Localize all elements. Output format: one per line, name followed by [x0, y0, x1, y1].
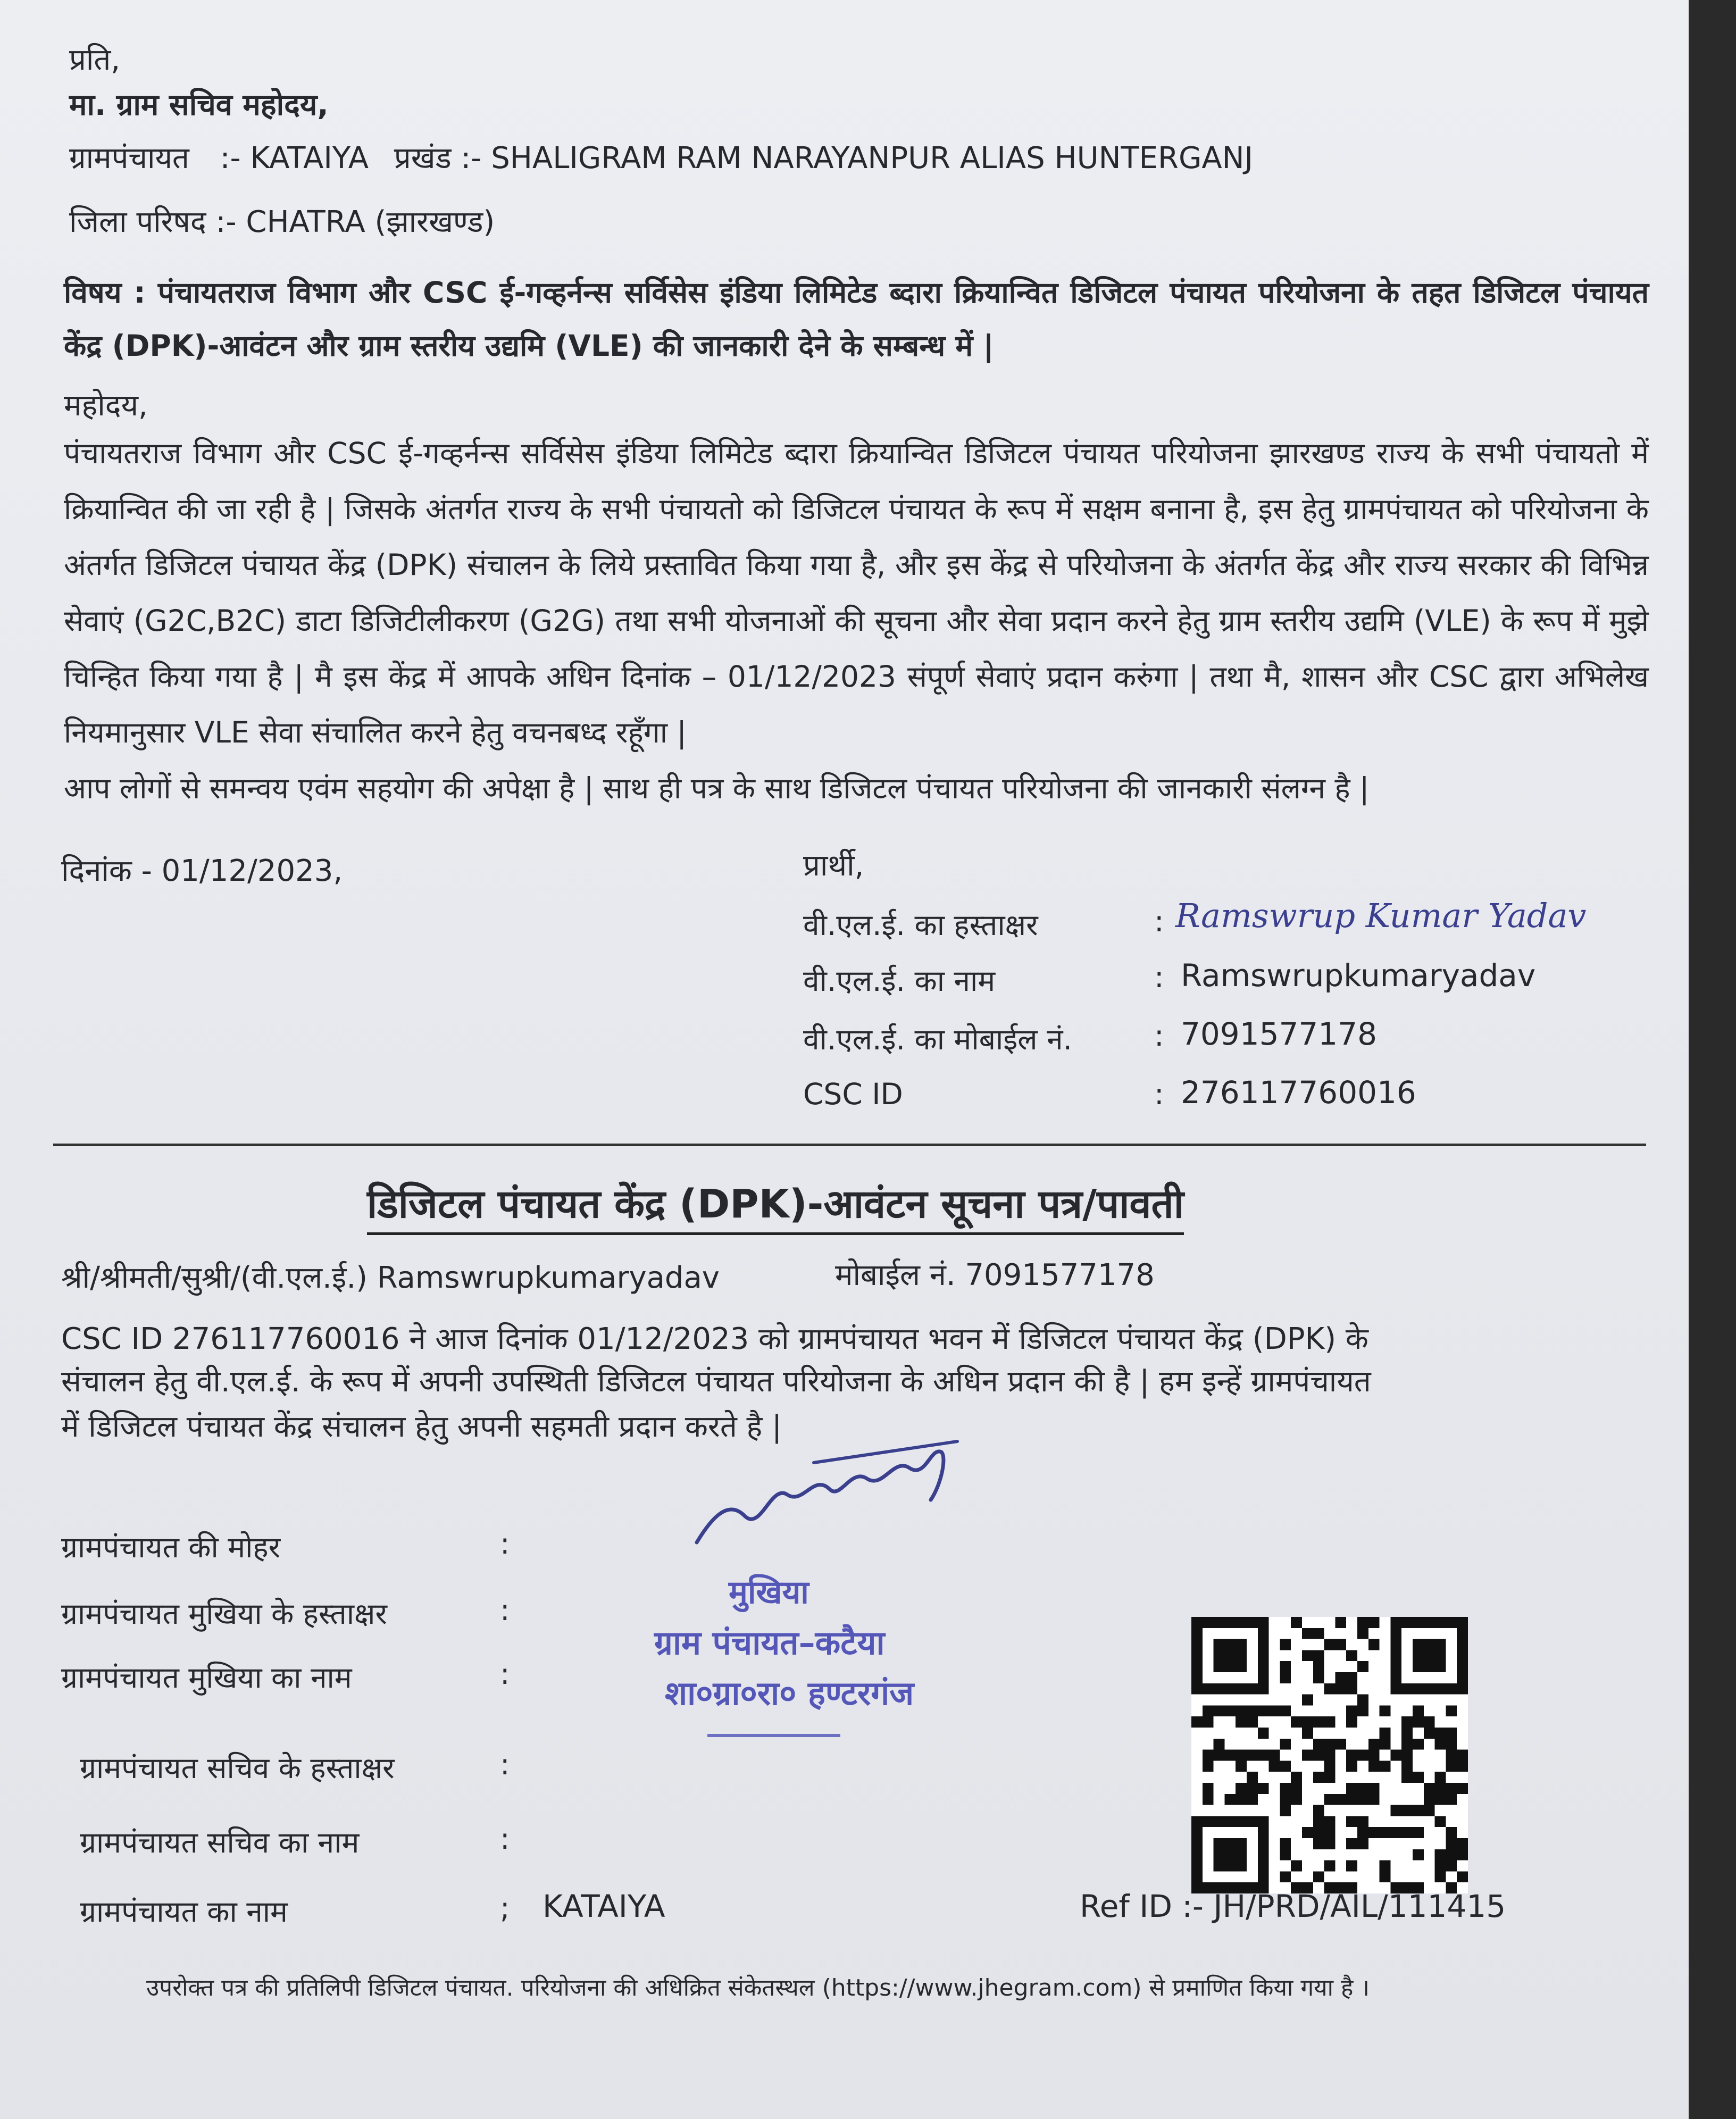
receipt-mobile-line: मोबाईल नं. 7091577178 — [835, 1258, 1155, 1292]
gp-seal-label: ग्रामपंचायत की मोहर — [61, 1530, 281, 1564]
colon: : — [500, 1657, 510, 1691]
vle-name-label: वी.एल.ई. का नाम — [803, 964, 996, 998]
colon: : — [1154, 960, 1164, 994]
csc-id-label: CSC ID — [803, 1077, 903, 1111]
vle-mobile-label: वी.एल.ई. का मोबाईल नं. — [803, 1022, 1073, 1056]
stamp-block: शा०ग्रा०रा० हण्टरगंज — [665, 1674, 914, 1713]
block-value: :- SHALIGRAM RAM NARAYANPUR ALIAS HUNTERGANJ — [461, 141, 1254, 176]
mukhiya-name-label: ग्रामपंचायत मुखिया का नाम — [61, 1661, 352, 1695]
sir-salutation: महोदय, — [64, 388, 148, 423]
gp-label: ग्रामपंचायत — [69, 141, 189, 176]
stamp-title: मुखिया — [729, 1574, 809, 1611]
receipt-text-line-2: संचालन हेतु वी.एल.ई. के रूप में अपनी उपस्थिती डिजिटल पंचायत परियोजना के अधिन प्रदान की है | हम इन्हें ग्रामपंचायत — [61, 1364, 1371, 1399]
stamp-gram-panchayat: ग्राम पंचायत–कटैया — [654, 1623, 885, 1662]
secretary-signature-label: ग्रामपंचायत सचिव के हस्ताक्षर — [80, 1751, 395, 1785]
colon: : — [1154, 1077, 1164, 1111]
stamp-underline — [707, 1734, 840, 1737]
body-paragraph-2: आप लोगों से समन्वय एवंम सहयोग की अपेक्षा है | साथ ही पत्र के साथ डिजिटल पंचायत परियोजना की जानकारी संलग्न है | — [64, 771, 1370, 805]
secretary-name-label: ग्रामपंचायत सचिव का नाम — [80, 1825, 360, 1859]
gp-value: :- KATAIYA — [220, 141, 369, 176]
colon: : — [1154, 904, 1164, 938]
ref-id: Ref ID :- JH/PRD/AIL/111415 — [1080, 1888, 1506, 1924]
colon: : — [500, 1747, 510, 1781]
receipt-text-line-3: में डिजिटल पंचायत केंद्र संचालन हेतु अपनी सहमती प्रदान करते है | — [61, 1409, 782, 1444]
qr-code — [1191, 1617, 1468, 1893]
district-label: जिला परिषद — [69, 205, 206, 239]
district-value: :- CHATRA (झारखण्ड) — [215, 205, 495, 239]
receipt-heading: डिजिटल पंचायत केंद्र (DPK)-आवंटन सूचना पत्र/पावती — [367, 1175, 1184, 1235]
colon: : — [500, 1593, 510, 1627]
receipt-vle-line: श्री/श्रीमती/सुश्री/(वी.एल.ई.) Ramswrupkumaryadav — [61, 1261, 720, 1295]
addressee: मा. ग्राम सचिव महोदय, — [69, 88, 329, 122]
section-divider — [53, 1144, 1646, 1146]
body-paragraph-1: पंचायतराज विभाग और CSC ई-गव्हर्नन्स सर्विसेस इंडिया लिमिटेड ब्दारा क्रियान्वित डिजिटल पंचायत परियोजना झारखण्ड राज्य के सभी पंचायतो में क्रियान्वित की जा रही है | जिसके अंतर्गत राज्य के सभी पंचायतो को डिजिटल पंचायत के रूप में सक्षम बनाना है, इस हेतु ग्रामपंचायत को परियोजना के अंतर्गत डिजिटल पंचायत केंद्र (DPK) संचालन के लिये प्रस्तावित किया गया है, और इस केंद्र से परियोजना के अंतर्गत केंद्र और राज्य सरकार की विभिन्न सेवाएं (G2C,B2C) डाटा डिजिटीलीकरण (G2G) तथा सभी योजनाओं की सूचना और सेवा प्रदान करने हेतु ग्राम स्तरीय उद्यमि (VLE) के रूप में मुझे चिन्हित किया गया है | मै इस केंद्र में आपके अधिन दिनांक – 01/12/2023 संपूर्ण सेवाएं प्रदान करुंगा | तथा मै, शासन और CSC द्वारा अभिलेख नियमानुसार VLE सेवा संचालित करने हेतु वचनबध्द रहूँगा | — [64, 436, 1649, 749]
gram-panchayat-line — [69, 141, 1254, 176]
salutation-to: प्रति, — [69, 43, 121, 77]
block-label: प्रखंड — [394, 141, 452, 176]
receipt-text-line-1: CSC ID 276117760016 ने आज दिनांक 01/12/2023 को ग्रामपंचायत भवन में डिजिटल पंचायत केंद्र (DPK) के — [61, 1322, 1368, 1356]
colon: : — [1154, 1019, 1164, 1053]
mukhiya-handwritten-signature — [681, 1436, 1000, 1558]
mukhiya-signature-label: ग्रामपंचायत मुखिया के हस्ताक्षर — [61, 1597, 387, 1631]
applicant-title: प्रार्थी, — [803, 848, 864, 883]
letter-date: दिनांक - 01/12/2023, — [61, 854, 343, 888]
vle-name-value: Ramswrupkumaryadav — [1181, 957, 1536, 994]
csc-id-value: 276117760016 — [1181, 1074, 1416, 1111]
vle-signature: Ramswrup Kumar Yadav — [1175, 896, 1587, 935]
vle-mobile-value: 7091577178 — [1181, 1016, 1378, 1052]
colon: ; — [500, 1891, 510, 1925]
footer-note: उपरोक्त पत्र की प्रतिलिपी डिजिटल पंचायत. परियोजना की अधिक्रित संकेतस्थल (https://www.jhegram.com) से प्रमाणित किया गया है । — [146, 1974, 1370, 2001]
district-line — [69, 207, 495, 237]
colon: : — [500, 1526, 510, 1561]
vle-signature-label: वी.एल.ई. का हस्ताक्षर — [803, 908, 1038, 942]
colon: : — [500, 1822, 510, 1856]
gp-name-value: KATAIYA — [542, 1888, 665, 1924]
subject: विषय : पंचायतराज विभाग और CSC ई-गव्हर्नन्स सर्विसेस इंडिया लिमिटेड ब्दारा क्रियान्वित डिजिटल पंचायत परियोजना के तहत डिजिटल पंचायत केंद्र (DPK)-आवंटन और ग्राम स्तरीय उद्यमि (VLE) की जानकारी देने के सम्बन्ध में | — [64, 276, 1649, 363]
gp-name-label: ग्रामपंचायत का नाम — [80, 1895, 288, 1929]
